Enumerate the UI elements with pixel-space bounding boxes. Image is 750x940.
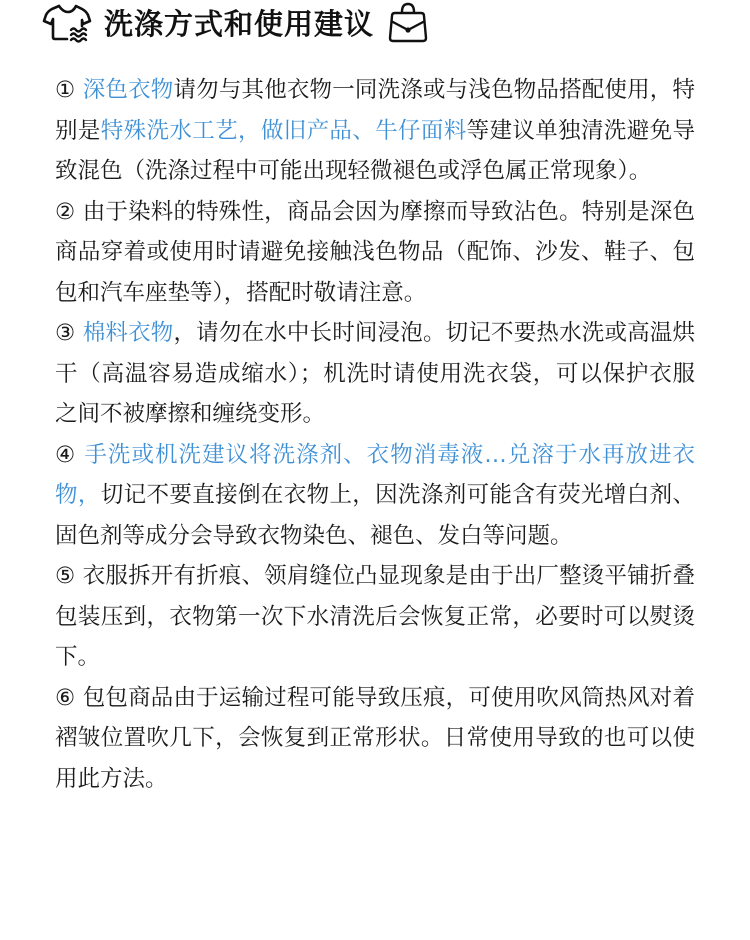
body-text: 请勿与其他衣物一同洗涤或与浅色物品搭配使用，特别是 [55,77,695,144]
highlight-text: 深色衣物 [82,77,174,103]
body-text: 包包商品由于运输过程可能导致压痕，可使用吹风筒热风对着褶皱位置吹几下，会恢复到正常形状。日常使用导致的也可以使用此方法。 [55,684,695,792]
body-text: 由于染料的特殊性，商品会因为摩擦而导致沾色。特别是深色商品穿着或使用时请避免接触浅色物品（配饰、沙发、鞋子、包包和汽车座垫等），搭配时敬请注意。 [55,198,695,306]
instruction-number: ⑥ [55,684,76,711]
page-title: 洗涤方式和使用建议 [104,6,375,41]
body-text: ，请勿在水中长时间浸泡。切记不要热水洗或高温烘干（高温容易造成缩水）；机洗时请使用洗衣袋，可以保护衣服之间不被摩擦和缠绕变形。 [55,320,695,427]
body-text: 衣服拆开有折痕、领肩缝位凸显现象是由于出厂整烫平铺折叠包装压到，衣物第一次下水清洗后会恢复正常，必要时可以熨烫下。 [55,563,695,670]
highlight-text: 棉料衣物 [82,320,174,346]
header [42,0,430,44]
body-text: 等建议单独清洗避免导致混色（洗涤过程中可能出现轻微褪色或浮色属正常现象）。 [55,117,695,184]
instruction-number: ④ [55,441,77,468]
body-text: 切记不要直接倒在衣物上，因洗涤剂可能含有荧光增白剂、固色剂等成分会导致衣物染色、褪色、发白等问题。 [55,482,695,549]
tshirt-wash-icon [42,0,94,44]
instruction-5 [55,556,695,678]
highlight-text: 特殊洗水工艺，做旧产品、牛仔面料 [100,117,467,144]
instruction-2 [55,192,695,314]
instruction-number: ③ [55,320,76,346]
handbag-icon [386,0,430,44]
wash-instructions [55,70,695,799]
instruction-6 [55,678,695,800]
instruction-3 [55,313,695,435]
instruction-number: ② [55,198,76,225]
instruction-1 [55,70,695,192]
instruction-4 [55,435,695,557]
instruction-number: ① [55,77,76,103]
highlight-text: 手洗或机洗建议将洗涤剂、衣物消毒液…兑溶于水再放进衣物， [55,441,695,508]
instruction-number: ⑤ [55,563,76,589]
